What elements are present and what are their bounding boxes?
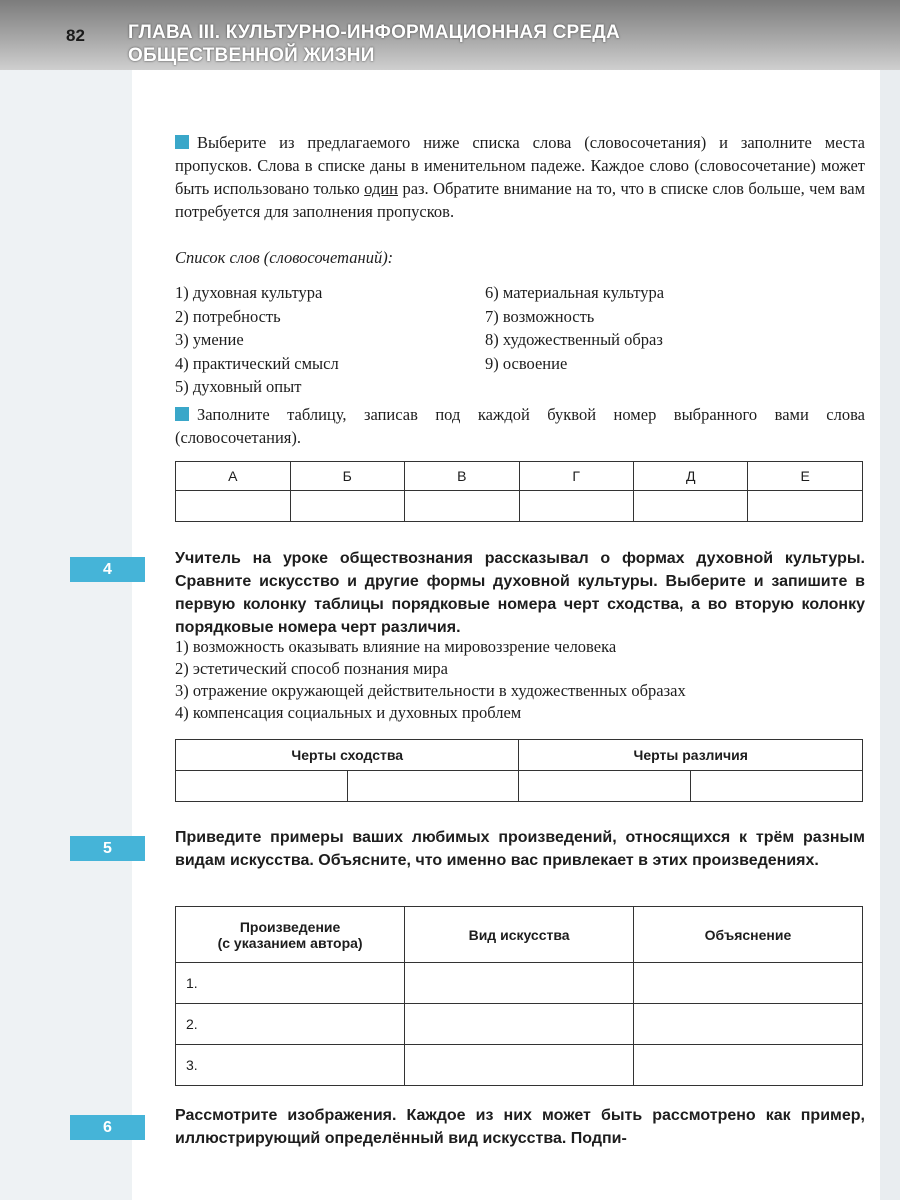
word-item: 9) освоение (485, 353, 568, 373)
letters-answer-table (175, 461, 863, 522)
answer-cell[interactable] (748, 491, 863, 522)
word-item: 1) духовная культура (175, 283, 323, 302)
row-number: 2. (176, 1004, 405, 1045)
letter-header: Б (290, 462, 405, 491)
task-number-badge: 4 (70, 557, 145, 582)
word-list-title: Список слов (словосочетаний): (175, 248, 394, 267)
col-similarities: Черты сходства (176, 740, 519, 771)
task6-text: Рассмотрите изображения. Каждое из них может быть рассмотрено как пример, иллюстрирующий определённый вид искусства. Подпи- (175, 1107, 865, 1147)
letter-header: А (176, 462, 291, 491)
word-item: 4) практический смысл (175, 353, 339, 373)
word-list-right (485, 281, 664, 375)
task-number-badge: 5 (70, 836, 145, 861)
task4-item: 3) отражение окружающей действительности в художественных образах (175, 681, 686, 700)
word-item: 8) художественный образ (485, 330, 663, 349)
task4-text: Учитель на уроке обществознания рассказывал о формах духовной культуры. Сравните искусство и другие формы духовной культуры. Выберите и запишите в первую колонку таблицы порядковые номера черт сходства, а во вторую колонку порядковые номера черт различия. (175, 550, 865, 636)
task-number-badge: 6 (70, 1115, 145, 1140)
answer-cell[interactable] (633, 491, 748, 522)
task4-item: 4) компенсация социальных и духовных проблем (175, 703, 522, 722)
square-bullet-icon (175, 135, 189, 149)
answer-cell[interactable] (405, 1045, 634, 1086)
answer-cell[interactable] (691, 771, 863, 802)
emphasis-word: один (364, 179, 399, 198)
artworks-table (175, 906, 863, 1086)
comparison-table (175, 739, 863, 802)
answer-cell[interactable] (405, 491, 520, 522)
square-bullet-icon (175, 407, 189, 421)
letter-header: Д (633, 462, 748, 491)
word-item: 2) потребность (175, 306, 281, 326)
task5-text: Приведите примеры ваших любимых произведений, относящихся к трём разным видам искусства. Объясните, что именно вас привлекает в этих произведениях. (175, 829, 865, 869)
col-art-type: Вид искусства (405, 907, 634, 963)
word-item: 7) возможность (485, 306, 595, 326)
letter-header: Е (748, 462, 863, 491)
col-explanation: Объяснение (633, 907, 862, 963)
right-margin (880, 70, 900, 1200)
left-margin (0, 70, 132, 1200)
answer-cell[interactable] (519, 771, 691, 802)
answer-cell[interactable] (347, 771, 519, 802)
answer-cell[interactable] (290, 491, 405, 522)
answer-cell[interactable] (633, 1045, 862, 1086)
word-item: 6) материальная культура (485, 283, 665, 302)
table-instruction: Заполните таблицу, записав под каждой буквой номер выбранного вами слова (словосочетания). (175, 405, 865, 447)
answer-cell[interactable] (405, 963, 634, 1004)
col-artwork: Произведение (с указанием автора) (176, 907, 405, 963)
task4-item: 2) эстетический способ познания мира (175, 659, 448, 678)
letter-header: Г (519, 462, 633, 491)
task3-instruction: Выберите из предлагаемого ниже списка слова (словосочетания) и заполните места пропусков. Слова в списке даны в именительном падеже. Каждое слово (словосочетание) может быть использовано только один раз. Обратите внимание на то, что в списке слов больше, чем вам потребуется для заполнения пропусков. (175, 133, 866, 221)
answer-cell[interactable] (633, 1004, 862, 1045)
page-number: 82 (66, 26, 85, 45)
col-differences: Черты различия (519, 740, 863, 771)
row-number: 3. (176, 1045, 405, 1086)
row-number: 1. (176, 963, 405, 1004)
chapter-title-line-1: ГЛАВА III. КУЛЬТУРНО-ИНФОРМАЦИОННАЯ СРЕДА (128, 22, 620, 43)
task4-item: 1) возможность оказывать влияние на мировоззрение человека (175, 637, 617, 656)
answer-cell[interactable] (405, 1004, 634, 1045)
chapter-title-line-2: ОБЩЕСТВЕННОЙ ЖИЗНИ (128, 45, 375, 66)
answer-cell[interactable] (633, 963, 862, 1004)
task4-items (175, 636, 865, 724)
word-list-left (175, 281, 339, 399)
word-item: 5) духовный опыт (175, 377, 302, 396)
answer-cell[interactable] (176, 491, 291, 522)
chapter-title (128, 21, 828, 67)
letter-header: В (405, 462, 520, 491)
answer-cell[interactable] (176, 771, 348, 802)
word-item: 3) умение (175, 330, 244, 349)
answer-cell[interactable] (519, 491, 633, 522)
